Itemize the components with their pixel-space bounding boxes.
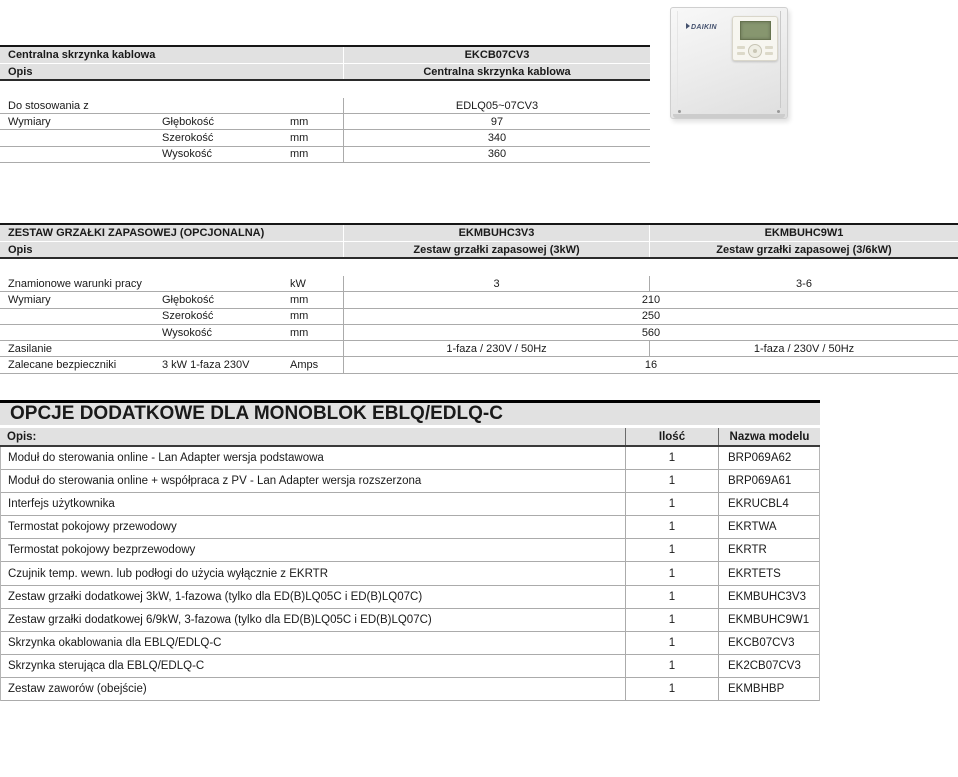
row-sublabel: Głębokość	[162, 115, 214, 128]
option-row	[1, 678, 819, 701]
option-qty: 1	[625, 470, 718, 492]
row-sublabel: Wysokość	[162, 148, 213, 161]
option-model: EKMBUHC9W1	[718, 609, 819, 631]
option-row	[1, 655, 819, 678]
row-unit: mm	[290, 131, 309, 144]
option-model: EKMBHBP	[718, 678, 819, 700]
option-qty: 1	[625, 609, 718, 631]
spec-row	[0, 357, 958, 373]
screw-icon	[777, 110, 780, 113]
daikin-logo-text: DAIKIN	[691, 24, 717, 31]
heater-table-body	[0, 276, 958, 374]
cable-box-table-body	[0, 98, 650, 163]
row-value-model-b: 1-faza / 230V / 50Hz	[649, 341, 958, 356]
option-desc: Zestaw grzałki dodatkowej 3kW, 1-fazowa (tylko dla ED(B)LQ05C i ED(B)LQ07C)	[8, 590, 423, 603]
option-model: EKRTWA	[718, 516, 819, 538]
option-model: EKRTETS	[718, 562, 819, 584]
spec-row	[0, 341, 958, 357]
row-value-merged: 16	[343, 357, 958, 372]
row-value-merged: 250	[343, 309, 958, 324]
column-header-qty: Ilość	[625, 428, 718, 445]
spec-row	[0, 130, 650, 146]
option-qty: 1	[625, 586, 718, 608]
row-unit: mm	[290, 326, 309, 339]
spec-row	[0, 114, 650, 130]
option-desc: Termostat pokojowy bezprzewodowy	[8, 544, 196, 557]
option-desc: Interfejs użytkownika	[8, 498, 115, 511]
lcd-screen	[740, 21, 771, 40]
option-qty: 1	[625, 539, 718, 561]
option-row	[1, 586, 819, 609]
opis-label: Opis	[8, 243, 33, 256]
row-sublabel	[162, 98, 290, 113]
row-unit: Amps	[290, 359, 319, 372]
column-header-model: Nazwa modelu	[718, 428, 820, 445]
option-qty: 1	[625, 562, 718, 584]
row-value: 360	[343, 147, 650, 162]
dpad-control	[748, 44, 762, 58]
heater-desc-a: Zestaw grzałki zapasowej (3kW)	[343, 242, 649, 257]
spec-row	[0, 147, 650, 163]
controller-button	[765, 46, 773, 49]
row-value-merged: 560	[343, 325, 958, 340]
daikin-wing-icon	[686, 23, 690, 29]
product-photo	[670, 7, 788, 119]
row-unit: mm	[290, 293, 309, 306]
row-sublabel: Szerokość	[162, 310, 214, 323]
row-label	[0, 309, 162, 324]
row-unit	[290, 98, 343, 113]
row-sublabel	[162, 341, 290, 356]
option-model: EKCB07CV3	[718, 632, 819, 654]
controller-unit	[732, 16, 778, 61]
option-qty: 1	[625, 632, 718, 654]
opis-value: Centralna skrzynka kablowa	[343, 64, 650, 79]
screw-icon	[678, 110, 681, 113]
row-label: Do stosowania z	[8, 99, 89, 112]
option-model: EKMBUHC3V3	[718, 586, 819, 608]
row-label: Wymiary	[8, 293, 51, 306]
option-desc: Skrzynka okablowania dla EBLQ/EDLQ-C	[8, 636, 222, 649]
option-row	[1, 632, 819, 655]
options-table-title: OPCJE DODATKOWE DLA MONOBLOK EBLQ/EDLQ-C	[0, 400, 820, 425]
row-label	[0, 147, 162, 162]
controller-button	[765, 52, 773, 55]
row-label	[0, 325, 162, 340]
option-row	[1, 516, 819, 539]
option-desc: Moduł do sterowania online + współpraca z PV - Lan Adapter wersja rozszerzona	[8, 475, 422, 488]
daikin-logo	[686, 23, 717, 31]
row-value: EDLQ05~07CV3	[343, 98, 650, 113]
row-label	[0, 130, 162, 145]
spec-row	[0, 98, 650, 114]
option-model: BRP069A61	[718, 470, 819, 492]
row-label: Znamionowe warunki pracy	[8, 277, 142, 290]
option-row	[1, 493, 819, 516]
table-header-row	[0, 47, 650, 63]
controller-button	[737, 52, 745, 55]
option-row	[1, 470, 819, 493]
row-value-model-a: 1-faza / 230V / 50Hz	[343, 341, 649, 356]
option-qty: 1	[625, 447, 718, 469]
row-value-model-b: 3-6	[649, 276, 958, 291]
row-sublabel: Wysokość	[162, 326, 213, 339]
option-model: EKRUCBL4	[718, 493, 819, 515]
option-model: BRP069A62	[718, 447, 819, 469]
spec-row	[0, 276, 958, 292]
row-unit: mm	[290, 310, 309, 323]
option-row	[1, 562, 819, 585]
row-label: Zasilanie	[8, 342, 53, 355]
row-sublabel: Szerokość	[162, 131, 214, 144]
table-header-row	[0, 241, 958, 257]
column-header-desc: Opis:	[7, 430, 37, 443]
table-header-row	[0, 225, 958, 241]
row-value-model-a: 3	[343, 276, 649, 291]
row-sublabel: Głębokość	[162, 293, 214, 306]
heater-model-a-code: EKMBUHC3V3	[343, 225, 649, 241]
controller-button	[737, 46, 745, 49]
options-table-body	[0, 447, 820, 701]
option-row	[1, 447, 819, 470]
heater-table-header	[0, 223, 958, 259]
spec-row	[0, 325, 958, 341]
option-qty: 1	[625, 516, 718, 538]
heater-table-title: ZESTAW GRZAŁKI ZAPASOWEJ (OPCJONALNA)	[8, 227, 265, 239]
cable-box-title: Centralna skrzynka kablowa	[8, 49, 156, 61]
option-desc: Termostat pokojowy przewodowy	[8, 521, 177, 534]
box-bottom-edge	[673, 114, 785, 118]
option-desc: Czujnik temp. wewn. lub podłogi do użycia wyłącznie z EKRTR	[8, 567, 329, 580]
cable-box-model-code: EKCB07CV3	[343, 47, 650, 63]
row-unit: mm	[290, 115, 309, 128]
table-header-row	[0, 63, 650, 79]
option-desc: Zestaw zaworów (obejście)	[8, 682, 147, 695]
option-model: EK2CB07CV3	[718, 655, 819, 677]
options-table	[0, 400, 820, 701]
cable-box-table-header	[0, 45, 650, 81]
spec-row	[0, 309, 958, 325]
row-label: Zalecane bezpieczniki	[8, 359, 117, 372]
cable-box-spec-table	[0, 45, 650, 163]
option-row	[1, 609, 819, 632]
options-table-header	[0, 428, 820, 447]
heater-model-b-code: EKMBUHC9W1	[649, 225, 958, 241]
row-sublabel: 3 kW 1-faza 230V	[162, 359, 250, 372]
option-desc: Moduł do sterowania online - Lan Adapter wersja podstawowa	[8, 452, 324, 465]
option-desc: Zestaw grzałki dodatkowej 6/9kW, 3-fazowa (tylko dla ED(B)LQ05C i ED(B)LQ07C)	[8, 613, 432, 626]
heater-desc-b: Zestaw grzałki zapasowej (3/6kW)	[649, 242, 958, 257]
row-unit: kW	[290, 277, 306, 290]
spec-row	[0, 292, 958, 308]
row-sublabel	[162, 276, 290, 291]
row-unit	[290, 341, 343, 356]
row-unit: mm	[290, 148, 309, 161]
row-value: 97	[343, 114, 650, 129]
option-desc: Skrzynka sterująca dla EBLQ/EDLQ-C	[8, 659, 205, 672]
option-model: EKRTR	[718, 539, 819, 561]
row-label: Wymiary	[8, 115, 51, 128]
opis-label: Opis	[8, 65, 33, 78]
option-qty: 1	[625, 493, 718, 515]
row-value-merged: 210	[343, 292, 958, 307]
option-row	[1, 539, 819, 562]
option-qty: 1	[625, 655, 718, 677]
option-qty: 1	[625, 678, 718, 700]
row-value: 340	[343, 130, 650, 145]
heater-kit-spec-table	[0, 223, 958, 374]
